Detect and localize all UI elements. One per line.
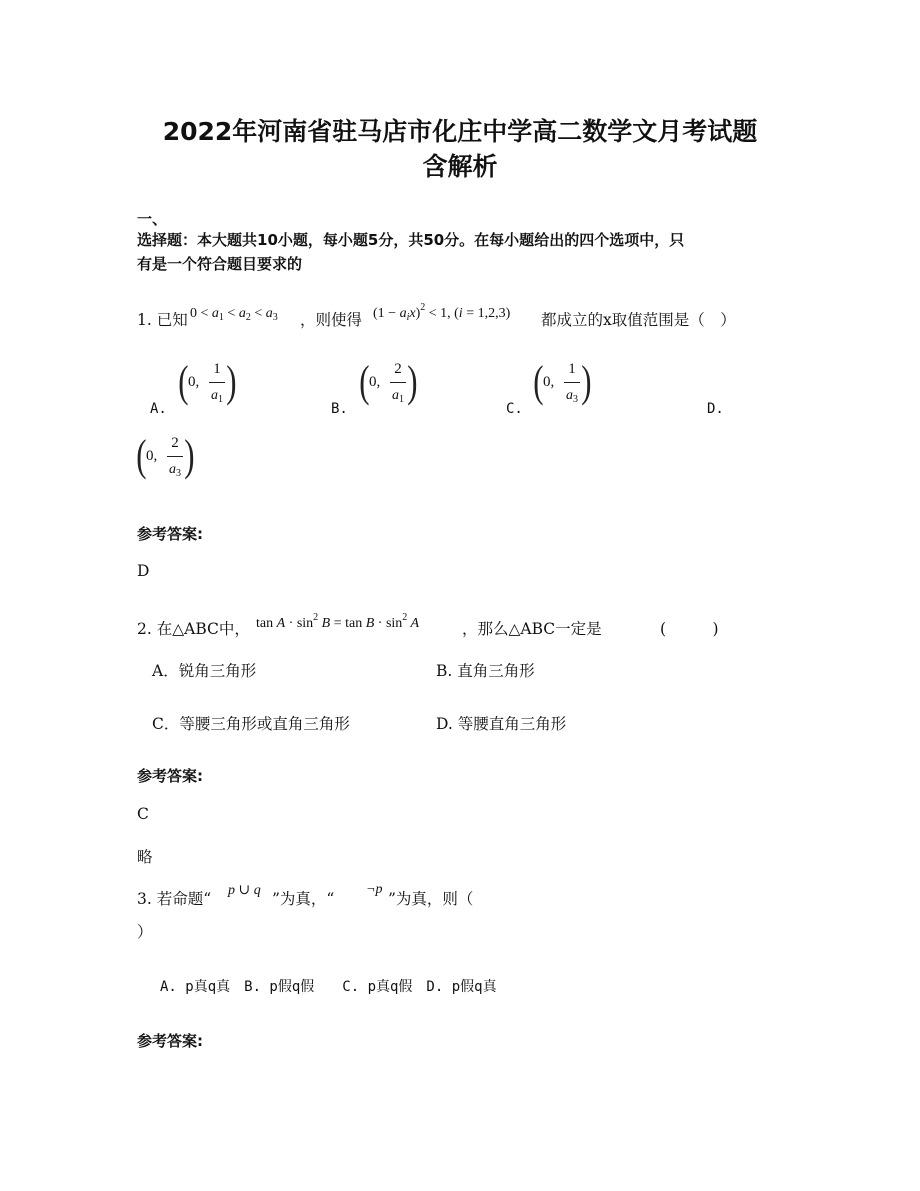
numerator: 1 — [213, 361, 221, 377]
q1-answer-heading: 参考答案: — [137, 525, 203, 543]
q2-answer-heading: 参考答案: — [137, 767, 203, 785]
q2-option-a: A．锐角三角形 — [152, 662, 257, 680]
q3-close: ） — [137, 923, 153, 941]
section-number: 一、 — [137, 210, 168, 228]
q1-condition-formula: $0 < a_1 < a_2 < a_3$ — [190, 306, 278, 323]
section-instruction-line2: 有是一个符合题目要求的 — [137, 255, 303, 273]
q3-suffix: ”为真，则（ — [388, 890, 474, 908]
zero-comma: 0, — [146, 448, 158, 464]
numerator: 1 — [568, 361, 576, 377]
numerator: 2 — [394, 361, 402, 377]
numerator: 2 — [171, 435, 179, 451]
denominator: a — [169, 462, 176, 477]
q2-bracket: ( ) — [660, 620, 719, 638]
q2-option-c: C．等腰三角形或直角三角形 — [152, 715, 350, 733]
q3-mid: ”为真，“ — [272, 890, 335, 908]
q3-prefix: 3. 若命题“ — [137, 890, 212, 908]
denominator-sub: 1 — [399, 394, 404, 405]
section-instruction-line1: 选择题：本大题共10小题，每小题5分，共50分。在每小题给出的四个选项中，只 — [137, 231, 685, 249]
q1-prefix: 1. 已知 — [137, 311, 188, 329]
q2-note: 略 — [137, 848, 153, 866]
q2-option-d: D. 等腰直角三角形 — [436, 715, 567, 733]
q2-option-b: B. 直角三角形 — [436, 662, 535, 680]
q2-prefix: 2. 在△ABC中， — [137, 620, 250, 638]
q1-suffix: 都成立的x取值范围是（ ） — [541, 311, 736, 329]
q1-option-a-label: A. — [150, 401, 167, 417]
q1-mid: ，则使得 — [300, 311, 363, 329]
q2-equation: $\tan A \cdot \sin^2 B = \tan B \cdot \sin^2 A$ — [256, 612, 420, 631]
denominator: a — [211, 388, 218, 403]
q1-option-a-interval: ( 0, 1 $a_1$ ) — [178, 357, 237, 406]
q1-option-d-label: D. — [707, 401, 724, 417]
q1-option-c-interval: ( 0, 1 $a_3$ ) — [533, 357, 592, 406]
q1-option-c-label: C. — [506, 401, 523, 417]
q1-option-b-label: B. — [331, 401, 348, 417]
q3-prop1: p ∪ q — [228, 883, 261, 898]
q3-options: A. p真q真 B. p假q假 C. p真q假 D. p假q真 — [160, 979, 497, 995]
q2-answer: C — [137, 805, 149, 823]
page-title-line1: 2022年河南省驻马店市化庄中学高二数学文月考试题 — [162, 117, 758, 146]
q2-suffix: ，那么△ABC一定是 — [462, 620, 602, 638]
zero-comma: 0, — [369, 374, 381, 390]
q1-option-d-interval: ( 0, 2 $a_3$ ) — [136, 431, 195, 480]
q3-prop2: ¬p — [366, 882, 383, 897]
zero-comma: 0, — [188, 374, 200, 390]
denominator-sub: 3 — [573, 394, 578, 405]
denominator-sub: 3 — [176, 468, 181, 479]
zero-comma: 0, — [543, 374, 555, 390]
q1-answer: D — [137, 562, 150, 580]
page-title-line2: 含解析 — [422, 152, 498, 181]
q3-answer-heading: 参考答案: — [137, 1032, 203, 1050]
denominator: a — [566, 388, 573, 403]
denominator-sub: 1 — [218, 394, 223, 405]
q1-inequality-formula: $(1 - a_ix)^2 < 1$, (i = 1,2,3) — [373, 302, 511, 323]
q1-option-b-interval: ( 0, 2 $a_1$ ) — [359, 357, 418, 406]
denominator: a — [392, 388, 399, 403]
